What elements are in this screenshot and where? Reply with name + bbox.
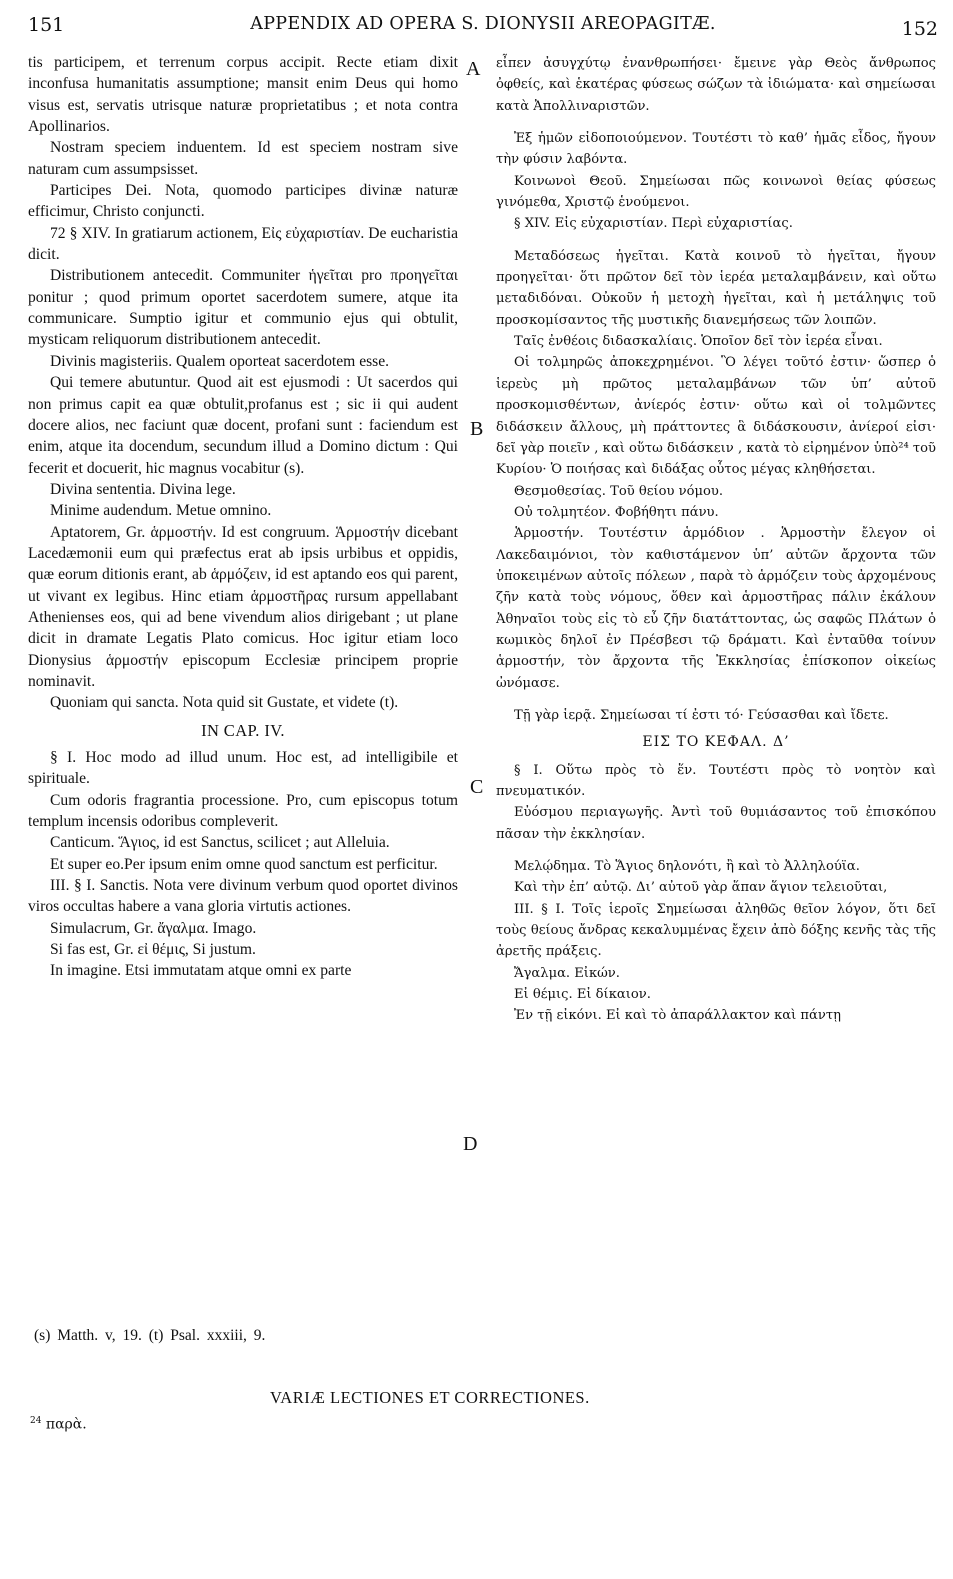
latin-para: Distributionem antecedit. Communiter ἡγεῖται pro προηγεῖται ponitur ; quod primum oportet sacerdotem sumere, atque ita communicare. Sumptio igitur et communio ejus qui obtulit, mysticam reliquorum distributionem antecedit. xyxy=(28,267,458,349)
latin-para: Participes Dei. Nota, quomodo participes divinæ naturæ efficimur, Christo conjuncti. xyxy=(28,182,458,221)
greek-para: Εὐόσμου περιαγωγῆς. Ἀντὶ τοῦ θυμιάσαντος τοῦ ἐπισκόπου πᾶσαν τὴν ἐκκλησίαν. xyxy=(496,805,936,842)
greek-para: Θεσμοθεσίας. Τοῦ θείου νόμου. xyxy=(514,483,723,499)
greek-para: Ἐν τῇ εἰκόνι. Εἰ καὶ τὸ ἀπαράλλακτον καὶ πάντῃ xyxy=(514,1008,841,1024)
latin-column xyxy=(28,52,458,982)
variant-number: 24 xyxy=(30,1416,42,1426)
variant-text: παρὰ. xyxy=(45,1416,87,1433)
latin-para: § I. Hoc modo ad illud unum. Hoc est, ad intelligibile et spirituale. xyxy=(28,749,458,788)
greek-para: § XIV. Εἰς εὐχαριστίαν. Περὶ εὐχαριστίας. xyxy=(514,216,793,232)
page-number-right: 152 xyxy=(901,18,938,40)
greek-para: Μεταδόσεως ἡγεῖται. Κατὰ κοινοῦ τὸ ἡγεῖται, ἤγουν προηγεῖται· ὅτι πρῶτον δεῖ τὸν ἱερέα μεταλαμβάνειν, καὶ οὕτω μεταδιδόναι. Οὐκοῦν ἡ μετοχὴ ἡγεῖται, καὶ ἡ μετάληψις τοῦ προσκομίσαντος τῆς μυστικῆς διανεμήσεως τῶν λοιπῶν. xyxy=(496,248,936,328)
greek-para: Εἰ θέμις. Εἰ δίκαιον. xyxy=(514,987,651,1003)
greek-para: Οἱ τολμηρῶς ἀποκεχρημένοι. Ὃ λέγει τοῦτό ἐστιν· ὥσπερ ὁ ἱερεὺς μὴ πρῶτος μεταλαμβάνων τῶν ὑπ’ αὐτοῦ προσκομισθέντων, ἀνίερός ἐστιν· οὕτω καὶ οἱ τολμῶντες διδάσκειν ἄλλους, μὴ πράττοντες ἃ διδάσκουσιν, ἀνίεροί εἰσι· δεῖ γὰρ ποιεῖν , καὶ οὕτω διδάσκειν , κατὰ τὸ εἰρημένον ὑπὸ²⁴ τοῦ Κυρίου· Ὁ ποιήσας καὶ διδάξας οὗτος μέγας κληθήσεται. xyxy=(496,355,936,478)
footnotes: (s) Matth. v, 19. (t) Psal. xxxiii, 9. xyxy=(34,1327,266,1344)
latin-para: Quoniam qui sancta. Nota quid sit Gustate, et videte (t). xyxy=(50,694,399,712)
latin-para: In imagine. Etsi immutatam atque omni ex parte xyxy=(50,962,352,980)
latin-para: Aptatorem, Gr. ἁρμοστήν. Id est congruum. Ἁρμοστήν dicebant Lacedæmonii eum qui præfectus erat ab ipsis urbibus et oppidis, quæ eorum ditionis erant, ab ἁρμόζειν, id est aptando eos qui parent, ut vivant ex legibus. Hinc etiam ἁρμοστῆρας rursum appellabant Athenienses eos, qui ad bene vivendum alios dirigebant ; ut plane dicit in dramate Legatis Plato comicus. Hoc igitur etiam loco Dionysius ἁρμοστήν episcopum Ecclesiæ principem proprie nominavit. xyxy=(28,523,458,690)
latin-para: 72 § XIV. In gratiarum actionem, Εἰς εὐχαριστίαν. De eucharistia dicit. xyxy=(28,224,458,264)
greek-column xyxy=(496,53,936,1027)
greek-para: Κοινωνοὶ Θεοῦ. Σημείωσαι πῶς κοινωνοὶ θείας φύσεως γινόμεθα, Χριστῷ ἑνούμενοι. xyxy=(496,173,936,211)
latin-para: Simulacrum, Gr. ἄγαλμα. Imago. xyxy=(50,919,257,937)
greek-para: § I. Οὕτω πρὸς τὸ ἕν. Τουτέστι πρὸς τὸ νοητὸν καὶ πνευματικόν. xyxy=(496,762,936,799)
latin-para: tis participem, et terrenum corpus accipit. Recte etiam dixit inconfusa humanitatis assumptione; mansit enim Deus qui homo visus est, servatis utrisque naturæ proprietatibus ; et nota contra Apollinarios. xyxy=(28,54,458,136)
latin-para: Divinis magisteriis. Qualem oporteat sacerdotem esse. xyxy=(50,352,390,370)
greek-para: Μελῴδημα. Τὸ Ἅγιος δηλονότι, ἢ καὶ τὸ Ἀλληλούϊα. xyxy=(514,859,860,875)
greek-para: Ἐξ ἡμῶν εἰδοποιούμενον. Τουτέστι τὸ καθ’ ἡμᾶς εἶδος, ἤγουν τὴν φύσιν λαβόντα. xyxy=(496,131,936,168)
latin-para: Divina sententia. Divina lege. xyxy=(50,480,236,498)
latin-para: Cum odoris fragrantia processione. Pro, cum episcopus totum templum incensis odoribus compleverit. xyxy=(28,791,458,831)
variant-reading xyxy=(30,1416,87,1433)
greek-para: Ἄγαλμα. Εἰκών. xyxy=(514,965,620,981)
greek-para: Καὶ τὴν ἐπ’ αὐτῷ. Δι’ αὐτοῦ γὰρ ἅπαν ἅγιον τελειοῦται, xyxy=(514,880,888,896)
margin-marker-a: A xyxy=(466,58,481,80)
variae-lectiones-title: VARIÆ LECTIONES ET CORRECTIONES. xyxy=(270,1388,590,1407)
page-number-left: 151 xyxy=(28,14,65,36)
page-header xyxy=(28,12,938,38)
greek-para: Τῇ γὰρ ἱερᾷ. Σημείωσαι τί ἐστι τό· Γεύσασθαι καὶ ἴδετε. xyxy=(514,707,889,723)
latin-para: Si fas est, Gr. εἰ θέμις, Si justum. xyxy=(50,941,256,959)
running-title: APPENDIX AD OPERA S. DIONYSII AREOPAGITÆ. xyxy=(250,14,716,34)
latin-para: III. § I. Sanctis. Nota vere divinum verbum quod oportet divinos viros occultas habere a vana gloria virtutis actiones. xyxy=(28,877,458,916)
latin-para: Minime audendum. Metue omnino. xyxy=(50,502,272,520)
greek-para: Ἁρμοστήν. Τουτέστιν ἁρμόδιον . Ἁρμοστὴν ἔλεγον οἱ Λακεδαιμόνιοι, τὸν καθιστάμενον ὑπ’ αὐτῶν ἄρχοντα τῶν ὑποκειμένων αὐτοῖς πόλεων , παρὰ τὸ ἁρμόζειν τοὺς ἀρχομένους ζῆν κατὰ τοὺς νόμους, ὅθεν καὶ ἁρμοστῆρας πάλιν ἐκάλουν Ἀθηναῖοι τοὺς εἰς τὸ εὖ ζῆν διατάττοντας, ὡς σαφῶς Πλάτων ὁ κωμικὸς δηλοῖ ἐν Πρέσβεσι τῷ δράματι. Καὶ ἐνταῦθα τοίνυν ἁρμοστήν, τὸν ἄρχοντα τῆς Ἐκκλησίας ἐπίσκοπον οἰκείως ὠνόμασε. xyxy=(496,526,936,691)
greek-para: εἶπεν ἀσυγχύτῳ ἐνανθρωπήσει· ἔμεινε γὰρ Θεὸς ἄνθρωπος ὀφθείς, καὶ ἑκατέρας φύσεως σώζων τὰ ἰδιώματα· καὶ σημείωσαι κατὰ Ἀπολλιναριστῶν. xyxy=(496,56,936,114)
margin-marker-b: B xyxy=(470,418,484,440)
latin-para: Qui temere abutuntur. Quod ait est ejusmodi : Ut sacerdos qui non primus capit ea quæ obtulit,profanus est ; sic ii qui audent docere alios, nec faciunt quæ docent, profani sunt : faciendum est enim, atque ita docendum, secundum illud a Domino dictum : Qui fecerit et docuerit, hic magnus vocabitur (s). xyxy=(28,374,458,477)
section-title-latin: IN CAP. IV. xyxy=(201,720,285,740)
section-title-greek: ΕΙΣ ΤΟ ΚΕΦΑΛ. Δ’ xyxy=(642,734,790,751)
margin-marker-d: D xyxy=(463,1133,478,1155)
margin-marker-c: C xyxy=(470,776,484,798)
greek-para: III. § I. Τοῖς ἱεροῖς Σημείωσαι ἀληθῶς θεῖον λόγον, ὅτι δεῖ τοὺς θείους ἄνδρας κεκαλυμμένας ἔχειν ἀπὸ δόξης κενῆς τὰς τῆς ἀρετῆς πράξεις. xyxy=(496,901,936,960)
greek-para: Οὐ τολμητέον. Φοβήθητι πάνυ. xyxy=(514,504,719,520)
latin-para: Canticum. Ἅγιος, id est Sanctus, scilicet ; aut Alleluia. xyxy=(50,834,390,852)
latin-para: Nostram speciem induentem. Id est speciem nostram sive naturam cum assumpsisset. xyxy=(28,139,458,178)
greek-para: Ταῖς ἐνθέοις διδασκαλίαις. Ὁποῖον δεῖ τὸν ἱερέα εἶναι. xyxy=(514,334,883,350)
latin-para: Et super eo.Per ipsum enim omne quod sanctum est perficitur. xyxy=(50,855,438,873)
